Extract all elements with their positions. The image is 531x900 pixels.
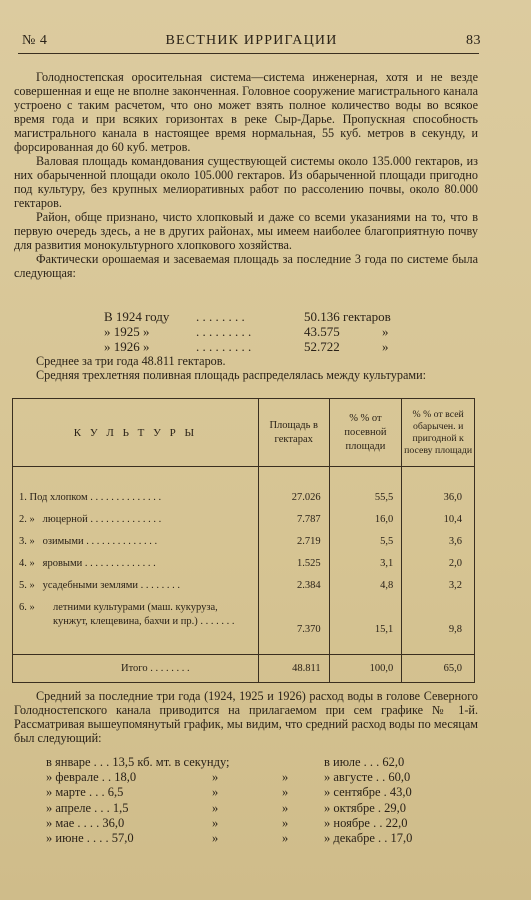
table-row-5-label: 5. » усадебными землями . . . . . . . .	[19, 580, 181, 591]
month-row: » апреле . . . 1,5 » » » октябре . 29,0	[46, 800, 406, 815]
paragraph-2: Валовая площадь командования существующей системы около 135.000 гектаров, из них обарыченной площади около 105.000 гектаров. Из обарыченной площади пригодно под культуру, без крупных мелиоративных работ по рассолению почвы, около 80.000 гектаров.	[14, 154, 478, 210]
header-pct-sown: % % от посевной площади	[329, 399, 402, 467]
body-text-bottom	[14, 689, 478, 745]
table-row-1-label: 1. Под хлопком . . . . . . . . . . . . . .	[19, 492, 162, 503]
year-row: » 1925 » . . . . . . . . . 43.575 »	[104, 324, 389, 339]
paragraph-6: Средний за последние три года (1924, 1925 и 1926) расход воды в голове Северного Голодностепского канала приводится на прилагаемом при сем графике № 1-й. Рассматривая вышеупомянутый график, мы видим, что средний расход воды по месяцам был следующий:	[14, 689, 478, 745]
month-row: в январе . . . 13,5 кб. мт. в секунду; в июле . . . 62,0	[46, 755, 405, 769]
body-text-mid	[14, 354, 478, 382]
year-row: » 1926 » . . . . . . . . . 52.722 »	[104, 339, 389, 354]
header-crops: К У Л Ь Т У Р Ы	[13, 399, 259, 467]
paragraph-5: Средняя трехлетняя поливная площадь распределялась между культурами:	[36, 368, 426, 382]
month-row: » июне . . . . 57,0 » » » декабре . . 17,0	[46, 830, 413, 845]
body-text-top	[14, 70, 478, 280]
journal-title: ВЕСТНИК ИРРИГАЦИИ	[165, 33, 338, 48]
total-pct-sown: 100,0	[329, 655, 402, 683]
crops-column	[13, 467, 259, 655]
month-row: » мае . . . . 36,0 » » » ноябре . . 22,0	[46, 815, 408, 830]
total-pct-all: 65,0	[402, 655, 475, 683]
header-area: Площадь в гектарах	[258, 399, 329, 467]
monthly-discharge-list	[46, 755, 446, 846]
table-row-6-number: 6. »	[19, 602, 35, 613]
pct-sown-column: 55,5 16,0 5,5 3,1 4,8 15,1	[329, 467, 402, 655]
crop-distribution-table	[12, 398, 475, 683]
yearly-area-list	[104, 309, 404, 355]
month-row: » феврале . . 18,0 » » » августе . . 60,0	[46, 770, 411, 785]
paragraph-4: Фактически орошаемая и засеваемая площадь за последние 3 года по системе была следующая:	[14, 252, 478, 280]
issue-number: № 4	[22, 33, 48, 48]
month-row: » марте . . . 6,5 » » » сентябре . 43,0	[46, 785, 412, 800]
header-rule	[18, 53, 479, 54]
running-header	[22, 33, 481, 51]
table-row-6-label: летними культурами (маш. кукуруза, кунжут, клещевина, бахчи и пр.) . . . . . . .	[53, 602, 235, 627]
pct-all-column: 36,0 10,4 3,6 2,0 3,2 9,8	[402, 467, 475, 655]
total-label: Итого . . . . . . . .	[13, 655, 259, 683]
table-row-2-label: 2. » люцерной . . . . . . . . . . . . . .	[19, 514, 162, 525]
average-line: Среднее за три года 48.811 гектаров.	[36, 354, 226, 368]
table-row-4-label: 4. » яровыми . . . . . . . . . . . . . .	[19, 558, 156, 569]
year-row: В 1924 году . . . . . . . . 50.136 гектаров	[104, 309, 391, 324]
total-area: 48.811	[258, 655, 329, 683]
area-column: 27.026 7.787 2.719 1.525 2.384 7.370	[258, 467, 329, 655]
paragraph-1: Голодностепская оросительная система—система инженерная, хотя и не везде совершенная и еще не вполне законченная. Головное сооружение магистрального канала устроено с таким расчетом, что оно может взять полное количество воды во всякое время года и при всяких горизонтах в реке Сыр-Дарье. Пропускная способность магистрального канала в настоящее время нормальная, 55 куб. метров в секунду, и форсированная до 60 куб. метров.	[14, 70, 478, 154]
header-pct-all: % % от всей обарычен. и пригодной к посеву площади	[402, 399, 475, 467]
paragraph-3: Район, обще признано, чисто хлопковый и даже со всеми указаниями на то, что в первую очередь здесь, а не в других районах, мы имеем наиболее благоприятную почву для развития монокультурного хлопкового хозяйства.	[14, 210, 478, 252]
table-row-3-label: 3. » озимыми . . . . . . . . . . . . . .	[19, 536, 158, 547]
page-number: 83	[466, 33, 481, 48]
